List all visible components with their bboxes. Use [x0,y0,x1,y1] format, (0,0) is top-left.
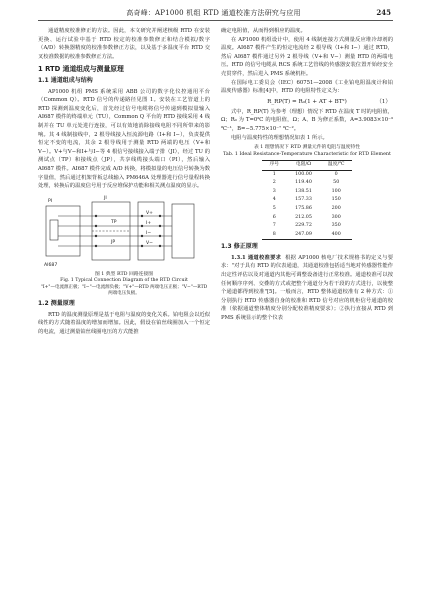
equation-1 [221,97,393,107]
cell-temperature: 100 [331,188,341,194]
section-1-1-heading: 1.1 通道组成与结构 [38,76,93,84]
cell-index: 3 [272,188,276,194]
label-pi: PI [48,198,53,204]
figure-1 [38,194,210,270]
section-1-3-1-heading: 1.3.1 通道校准要求 [231,254,282,261]
table-row [262,214,353,223]
label-jp: JP [111,239,116,245]
header-index: 序号 [262,160,288,170]
calibration-requirement-paragraph [221,254,393,323]
calibration-requirement-text: 根据 AP1000 核电厂技术规格书的定义与要求："对于具有 RTD 的仪表通道，其通道校准包括适当地对传感器性能作出定性评估以及对通道内其他可调整设备进行正常校准。通道校准可以按任何顺序序列、交叠的方式或把整个通道分为若干段的方式进行，以使整个通道都得到校准"[5]。一般而言，RTD 整体通道校准有 2 种方式：①分别执行 RTD 传感器自身的校准和 RTD 信号对应的机柜信号通道的校准（依据通道整体精度分别分配校准精度要求）；②执行直接从 RTD 到 PMS 系统显示的整个仪表 [221,254,394,322]
table-row [262,222,353,231]
cell-temperature: 150 [331,197,341,203]
label-ji: JI [104,195,107,201]
section-1-heading: 1 RTD 通道组成与测量原理 [38,65,124,74]
label-module: AI687 [44,262,58,268]
cell-resistance: 157.33 [295,197,312,203]
label-iplus: I+ [146,220,152,226]
cell-temperature: 0 [334,171,338,177]
header-temperature: 温度/℃ [320,160,353,170]
table-row [262,231,353,240]
figure-1-caption-en: Fig. 1 Typical Connection Diagram of the RTD Circuit [60,278,188,284]
table-1-caption-cn: 表 1 理想情况下 RTD 测量元件的电阻与温度特性 [253,145,361,151]
table-row [262,188,353,197]
rtd-circuit-diagram [38,194,210,270]
cell-index: 4 [272,197,276,203]
page-number: 245 [376,8,391,17]
right-column [221,27,393,323]
cell-index: 5 [272,205,276,211]
label-vplus: V+ [146,210,153,216]
figure-1-note: "I+"—电流源正极；"I−"—电流源负极；"V+"—RTD 两端电压正极；"V−"—RTD 两端电压负极。 [40,284,208,297]
cell-resistance: 119.40 [295,180,312,186]
cell-index: 6 [272,214,276,220]
table-row [262,179,353,188]
equation-1-body: R_RP(T) = R₀(1 + AT + BT²) [267,98,347,105]
table-header-row [262,160,353,170]
header-rule [38,20,393,21]
table-intro-paragraph: 电阻与温度特性的理想情况如表 1 所示。 [231,134,328,141]
table-row [262,196,353,205]
cell-resistance: 212.05 [295,214,312,220]
four-wire-paragraph: 在 AP1000 机组设计中，使用 4 线制连接方式测量反应堆冷却剂的温度。AI687 模件产生的恒定电流经 2 根导线（I+和 I−）通过 RTD，然后 AI687 模件通过另外 2 根导线（V+和 V−）测量 RTD 的两端电压。RTD 的信号电缆从 RCS 系统工艺管线的传感器安装位置开始经安全壳贯穿件，然后进入 PMS 系统机柜。 [221,36,393,77]
equation-1-number: （1） [376,98,391,105]
cell-temperature: 50 [333,180,340,186]
header-resistance: 电阻/Ω [287,160,320,170]
figure-1-caption-cn: 图 1 典型 RTD 回路连接图 [94,271,154,277]
cell-temperature: 400 [320,231,353,240]
continued-paragraph: 确定电阻值，从而得到相应的温度。 [221,28,306,34]
section-1-2-heading: 1.2 测量原理 [38,300,75,308]
table-row [262,205,353,214]
cell-index: 2 [272,180,276,186]
label-tp: TP [111,219,117,225]
cell-temperature: 300 [331,214,341,220]
page-header [0,0,427,24]
cell-resistance: 229.72 [295,223,312,229]
equation-explanation-paragraph: 式中，R_RP(T) 为参考（理想）情况下 RTD 在温度 T 时的电阻值，Ω；R₀ 为 T=0℃ 的电阻值，Ω；A、B 为修正系数，A=3.9083×10⁻³ ℃⁻¹，B=−5.775×10⁻⁷ ℃⁻²。 [221,108,394,132]
section-1-3-heading: 1.3 修正原理 [221,243,258,251]
intro-paragraph: 通道精度校准修正的方法。因此，本文研究并阐述核级 RTD 在安装更换、运行试验中基于 RTD 校定的校准参数修正和结合模拟/数字（A/D）转换器精度的校准参数修正方法，以及基于多温度平台 RTD 交叉校准数据的校准参数修正方法。 [38,28,210,60]
cell-temperature: 350 [331,223,341,229]
left-column [38,27,210,337]
table-row [262,170,353,179]
iec-standard-paragraph: 在国际电工委员会（IEC）60751—2008《工业铂电阻温度计和铂温度传感器》标准[4]中，RTD 的电阻特性定义为： [221,79,393,95]
cell-resistance: 100.00 [295,171,312,177]
cell-index: 7 [272,223,276,229]
cell-resistance: 175.86 [295,205,312,211]
label-vminus: V− [146,240,153,246]
running-title: 高奇峰：AP1000 机组 RTD 通道校准方法研究与应用 [126,9,301,17]
cell-resistance: 138.51 [295,188,312,194]
channel-structure-paragraph: AP1000 机组 PMS 系统采用 ABB 公司的数字化仪控通用平台（Common Q）。RTD 信号的传递路径见图 1。安装在工艺管道上的 RTD 探测到温度变化后，首先经过信号电缆将信号传递到模拟量输入 AI687 模件的终端单元（TU），Common Q 平台的 RTD 接线采用 4 线制并在 TU 单元处进行连接，可以有效地消除接线电阻不同所带来的影响。其 4 线制接线中，2 根导线接入恒流源电路（I+和 I−），负责提供恒定不变的电流，其余 2 根导线用于测量 RTD 两端的电压（V+和 V−）。V+与V−和I+与I−等 4 根信号接线接入端子排（JI），经过 TU 的测试点（TP）和接线点（JP），共享线缆接头端口（PI），然后输入 AI687 模件。AI687 模件完成 A/D 转换，将模拟量的电压信号转换为数字量值，然后通过机架背板总线输入 PM646A 处理器进行信号量程转换处理，转换后的温度信号用于反应堆保护功能和相关测点温度的显示。 [38,88,210,190]
cell-resistance: 247.09 [287,231,320,240]
cell-index: 1 [272,171,276,177]
resistance-temperature-table [262,160,353,240]
measurement-principle-paragraph: RTD 的温度测量原理是基于电阻与温度的变化关系。铂电阻会以近似线性的方式随着温度的增加而增加。因此，假设在铂丝线圈加入一个恒定的电流，通过测量铂丝线圈电压的方式能推 [38,311,210,336]
cell-index: 8 [262,231,288,240]
table-1-caption-en: Tab. 1 Ideal Resistance-Temperature Characteristic for RTD Element [223,151,391,157]
label-iminus: I− [146,230,152,236]
cell-temperature: 200 [331,205,341,211]
